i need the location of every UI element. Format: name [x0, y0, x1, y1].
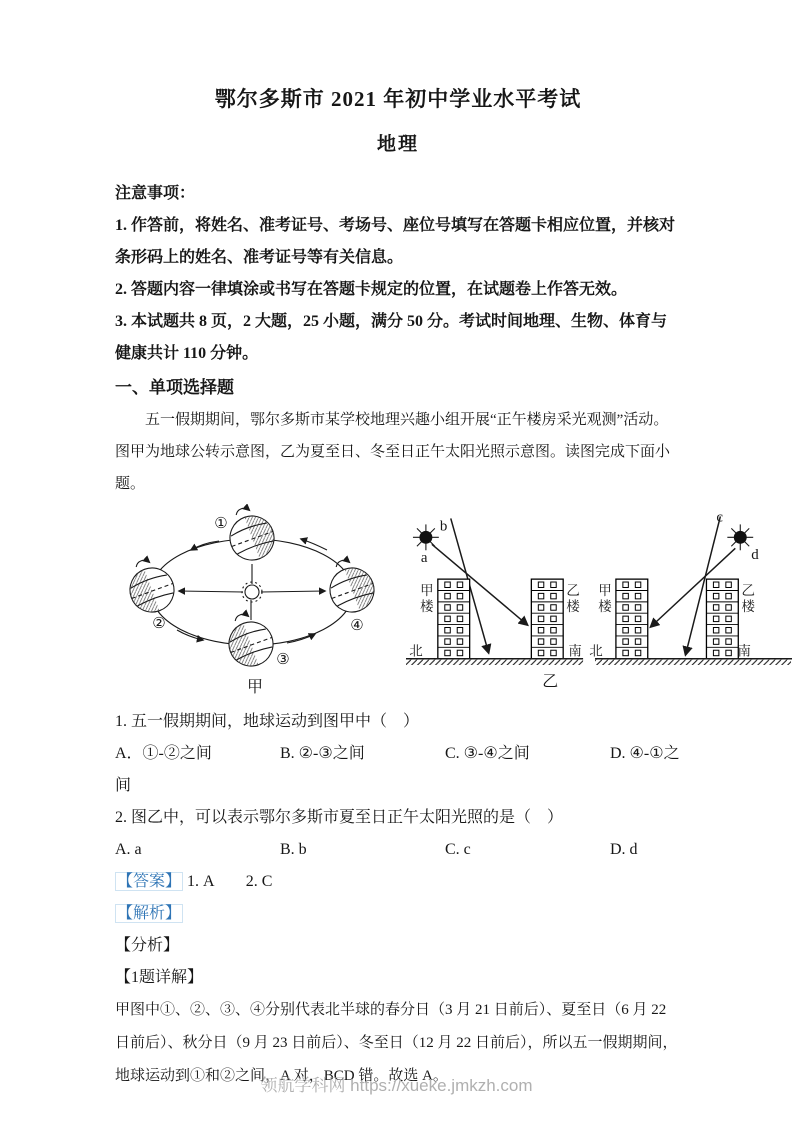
south-label: 南 [568, 643, 582, 659]
answer-line [115, 866, 681, 898]
figure-yi-caption: 乙 [542, 673, 559, 691]
figure-jia-caption: 甲 [246, 679, 264, 696]
earth-position-4 [321, 553, 381, 618]
sun-icon [727, 524, 753, 550]
position-label-2: ② [152, 616, 166, 632]
building-yi-label-2: 楼 [566, 598, 580, 614]
building-yi-label-1: 乙 [566, 583, 580, 599]
answer-label: 【答案】 [117, 873, 182, 890]
q1-option-a: A．①-②之间 [115, 745, 212, 762]
building-jia [616, 579, 648, 659]
q1-option-b: B. ②-③之间 [280, 745, 365, 762]
figure-row [115, 504, 793, 704]
ground-hatch [595, 659, 792, 665]
building-yi [531, 579, 563, 659]
analysis-line [115, 898, 681, 930]
question-1-stem: 1. 五一假期期间，地球运动到图甲中（ ） [115, 713, 420, 730]
page-title: 鄂尔多斯市 2021 年初中学业水平考试 [214, 87, 582, 111]
position-label-1: ① [214, 516, 228, 532]
q1-option-c: C. ③-④之间 [445, 745, 530, 762]
earth-position-2 [121, 553, 181, 618]
building-jia-label-2: 楼 [598, 598, 612, 614]
earth-position-1 [221, 504, 281, 566]
sun-earth-connectors [179, 564, 325, 620]
notice-item-3: 3. 本试题共 8 页，2 大题，25 小题，满分 50 分。考试时间地理、生物、体育与健康共计 110 分钟。 [115, 313, 668, 362]
earth-revolution-figure [115, 504, 405, 704]
position-label-3: ③ [276, 652, 290, 668]
building-jia [438, 579, 470, 659]
building-jia-label-1: 甲 [420, 583, 434, 599]
detail-text: 甲图中①、②、③、④分别代表北半球的春分日（3 月 21 日前后）、夏至日（6 月 22 日前后）、秋分日（9 月 23 日前后）、冬至日（12 月 22 日前后），所以五一假期期间，地球运动到①和②之间，A 对，BCD 错。故选 A。 [115, 1002, 678, 1084]
q1-option-d-wrap: 间 [115, 777, 132, 794]
q2-option-b: B. b [280, 841, 307, 858]
north-label: 北 [409, 643, 423, 659]
notice-item-2: 2. 答题内容一律填涂或书写在答题卡规定的位置，在试题卷上作答无效。 [115, 281, 628, 298]
earth-position-3 [220, 607, 280, 672]
ray-a-label: a [420, 550, 428, 567]
q2-option-a: A. a [115, 841, 142, 858]
position-label-4: ④ [350, 618, 364, 634]
north-label: 北 [589, 643, 603, 659]
breakdown-label: 【分析】 [115, 937, 180, 954]
q1-option-d: D. ④-①之 [610, 745, 680, 762]
notice-item-1: 1. 作答前，将姓名、准考证号、考场号、座位号填写在答题卡相应位置，并核对条形码上的姓名、准考证号等有关信息。 [115, 217, 676, 266]
notice-heading: 注意事项： [115, 185, 196, 202]
ray-b-label: b [439, 518, 448, 535]
scene-2 [589, 509, 792, 665]
question-2-options [115, 834, 681, 866]
footer-text: 领航学科网 https://xueke.jmkzh.com [260, 1076, 533, 1095]
subject-title: 地理 [376, 134, 419, 155]
intro-paragraph: 五一假期期间，鄂尔多斯市某学校地理兴趣小组开展“正午楼房采光观测”活动。图甲为地球公转示意图，乙为夏至日、冬至日正午太阳光照示意图。读图完成下面小题。 [115, 412, 671, 492]
detail-heading: 【1题详解】 [115, 969, 204, 986]
building-jia-label-2: 楼 [420, 598, 434, 614]
building-yi-label-2: 楼 [741, 598, 755, 614]
sun-icon [242, 582, 262, 602]
breakdown-line [115, 930, 681, 962]
building-yi [706, 579, 738, 659]
answer-text: 1. A 2. C [187, 873, 273, 890]
ray-d-label: d [751, 547, 759, 564]
q2-option-d: D. d [610, 841, 638, 858]
ray-c-label: c [716, 509, 724, 526]
sunlight-buildings-figure [405, 504, 793, 704]
section-heading: 一、单项选择题 [115, 378, 234, 397]
question-2-stem: 2. 图乙中，可以表示鄂尔多斯市夏至日正午太阳光照的是（ ） [115, 809, 564, 826]
q2-option-c: C. c [445, 841, 471, 858]
scene-1 [406, 518, 583, 690]
notice-section [115, 178, 681, 370]
watermark-footer [0, 1071, 793, 1096]
south-label: 南 [737, 643, 751, 659]
building-jia-label-1: 甲 [598, 583, 612, 599]
analysis-label: 【解析】 [117, 905, 182, 922]
building-yi-label-1: 乙 [741, 583, 755, 599]
ground-hatch [406, 659, 583, 665]
question-1-options [115, 738, 681, 770]
